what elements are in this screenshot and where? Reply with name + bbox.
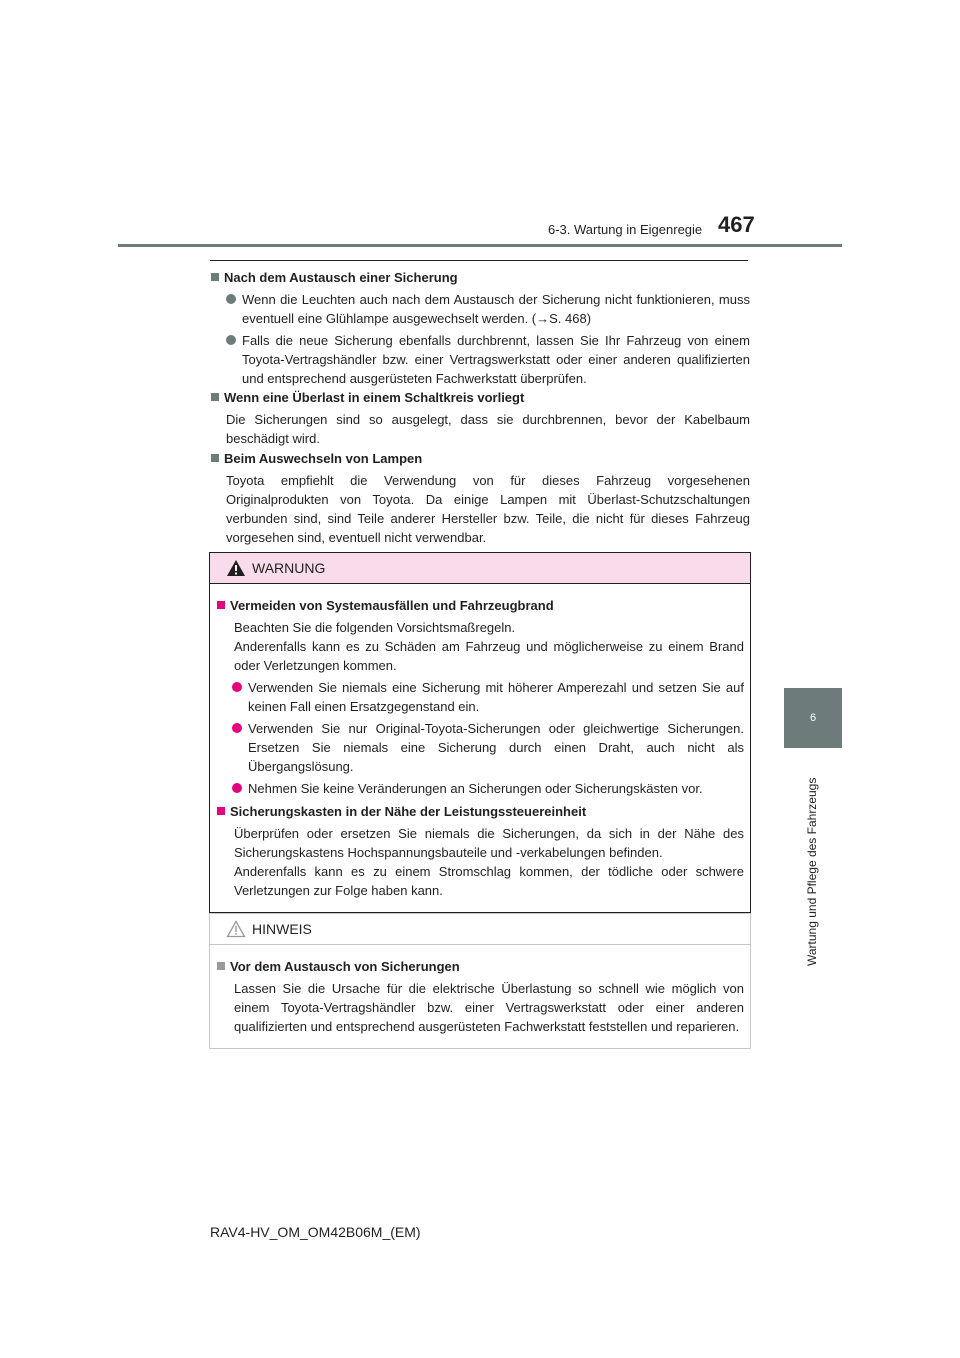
chapter-tab[interactable] bbox=[784, 688, 842, 748]
circle-bullet-icon bbox=[232, 783, 242, 793]
square-bullet-icon bbox=[211, 273, 219, 281]
warning-heading: Vermeiden von Systemausfällen und Fahrzeugbrand bbox=[216, 596, 744, 615]
warning-title: WARNUNG bbox=[252, 560, 326, 576]
circle-bullet-icon bbox=[232, 682, 242, 692]
square-bullet-icon bbox=[211, 454, 219, 462]
circle-bullet-icon bbox=[226, 294, 236, 304]
hint-title: HINWEIS bbox=[252, 921, 312, 937]
square-bullet-icon bbox=[217, 962, 225, 970]
circle-bullet-icon bbox=[226, 335, 236, 345]
warning-text: Überprüfen oder ersetzen Sie niemals die Sicherungen, da sich in der Nähe des Sicherungskastens Hochspannungsbauteile und -verkabelungen befinden. bbox=[234, 826, 744, 860]
section-title: 6-3. Wartung in Eigenregie bbox=[548, 222, 703, 237]
square-bullet-icon bbox=[217, 601, 225, 609]
square-bullet-icon bbox=[211, 393, 219, 401]
list-item: Verwenden Sie niemals eine Sicherung mit höherer Amperezahl und setzen Sie auf keinen Fall einen Ersatzgegenstand ein. bbox=[232, 678, 744, 716]
section-replacing-lamps bbox=[210, 449, 750, 547]
chapter-title-vertical bbox=[805, 752, 827, 972]
hint-body bbox=[210, 945, 750, 1048]
heading-text: Wenn eine Überlast in einem Schaltkreis vorliegt bbox=[224, 390, 525, 405]
section-heading bbox=[210, 268, 750, 287]
hint-header bbox=[210, 914, 750, 945]
square-bullet-icon bbox=[217, 807, 225, 815]
list-item: Nehmen Sie keine Veränderungen an Sicherungen oder Sicherungskästen vor. bbox=[232, 779, 744, 798]
warning-triangle-icon bbox=[226, 559, 246, 577]
hint-text: Lassen Sie die Ursache für die elektrische Überlastung so schnell wie möglich von einem Toyota-Vertragshändler bzw. einer Vertragswerkstatt oder einer anderen qualifizierten und entsprechend ausgerüsteten Fachwerkstatt feststellen und reparieren. bbox=[234, 981, 744, 1034]
section-text: Die Sicherungen sind so ausgelegt, dass sie durchbrennen, bevor der Kabelbaum beschädigt wird. bbox=[226, 412, 750, 446]
section-rule bbox=[210, 260, 748, 261]
section-fuse-replaced bbox=[210, 268, 750, 388]
heading-text: Beim Auswechseln von Lampen bbox=[224, 451, 423, 466]
warning-text: Anderenfalls kann es zu einem Stromschlag kommen, der tödliche oder schwere Verletzungen zur Folge haben kann. bbox=[234, 864, 744, 898]
model-code: RAV4-HV_OM_OM42B06M_(EM) bbox=[210, 1224, 421, 1240]
circle-bullet-icon bbox=[232, 723, 242, 733]
page-number: 467 bbox=[718, 212, 755, 237]
header-rule bbox=[118, 244, 842, 247]
section-heading bbox=[210, 449, 750, 468]
hint-heading: Vor dem Austausch von Sicherungen bbox=[216, 957, 744, 976]
chapter-title: Wartung und Pflege des Fahrzeugs bbox=[805, 777, 819, 966]
heading-text: Nach dem Austausch einer Sicherung bbox=[224, 270, 458, 285]
warning-header bbox=[210, 553, 750, 584]
hint-box bbox=[209, 913, 751, 1049]
warning-body bbox=[210, 584, 750, 912]
section-circuit-overload bbox=[210, 388, 750, 448]
warning-text: Beachten Sie die folgenden Vorsichtsmaßregeln. bbox=[234, 620, 516, 635]
list-item: Verwenden Sie nur Original-Toyota-Sicherungen oder gleichwertige Sicherungen. Ersetzen Sie niemals eine Sicherung durch einen Draht, auch nicht als Übergangslösung. bbox=[232, 719, 744, 776]
chapter-number: 6 bbox=[809, 712, 817, 724]
caution-triangle-icon bbox=[226, 920, 246, 938]
list-item: Falls die neue Sicherung ebenfalls durchbrennt, lassen Sie Ihr Fahrzeug von einem Toyota-Vertragshändler bzw. einer Vertragswerkstatt oder einer anderen qualifizierten und entsprechend ausgerüsteten Fachwerkstatt überprüfen. bbox=[226, 331, 750, 388]
warning-text: Anderenfalls kann es zu Schäden am Fahrzeug und möglicherweise zu einem Brand oder Verletzungen kommen. bbox=[234, 639, 744, 673]
warning-box bbox=[209, 552, 751, 913]
list-item: Wenn die Leuchten auch nach dem Austausch der Sicherung nicht funktionieren, muss eventuell eine Glühlampe ausgewechselt werden. (→S. 468) bbox=[226, 290, 750, 328]
section-heading bbox=[210, 388, 750, 407]
warning-heading: Sicherungskasten in der Nähe der Leistungssteuereinheit bbox=[216, 802, 744, 821]
section-text: Toyota empfiehlt die Verwendung von für dieses Fahrzeug vorgesehenen Originalprodukten von Toyota. Da einige Lampen mit Überlast-Schutzschaltungen verbunden sind, sind Teile anderer Hersteller bzw. Teile, die nicht für dieses Fahrzeug vorgesehen sind, eventuell nicht verwendbar. bbox=[226, 473, 750, 545]
